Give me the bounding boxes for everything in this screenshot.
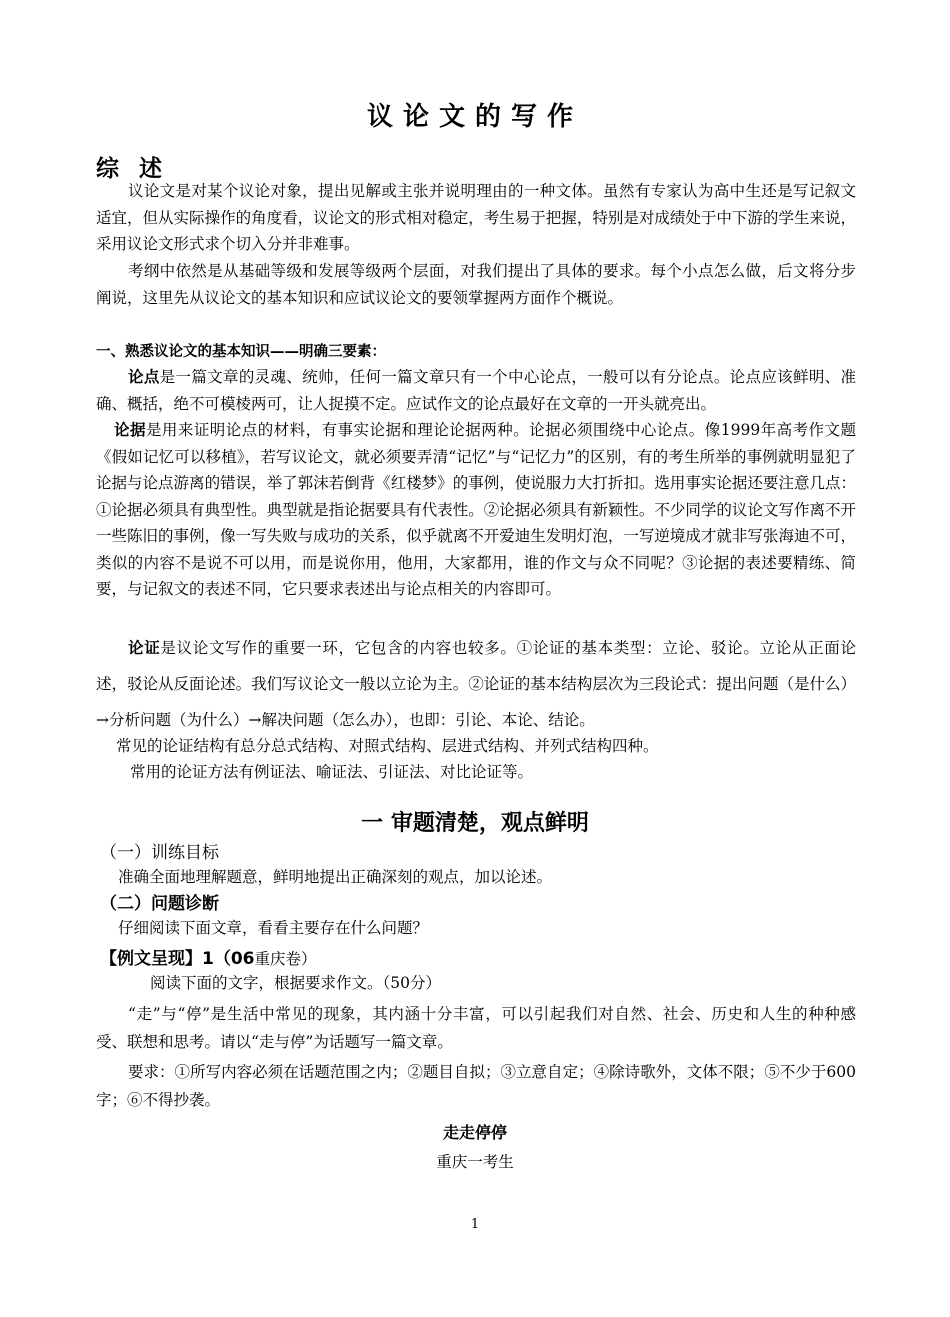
problem-diagnosis-heading: （二）问题诊断 (100, 894, 219, 914)
lunzheng-text: 是议论文写作的重要一环，它包含的内容也较多。①论证的基本类型：立论、驳论。立论从正面论述，驳论从反面论述。我们写议论文一般以立论为主。②论证的基本结构层次为三段论式：提出问题（是什么）→分析问题（为什么）→解决问题（怎么办），也即：引论、本论、结论。 (96, 639, 856, 729)
structure-line: 常见的论证结构有总分总式结构、对照式结构、层进式结构、并列式结构四种。 (116, 737, 659, 755)
example-paragraph-1: “走”与“停”是生活中常见的现象，其内涵十分丰富，可以引起我们对自然、社会、历史和人生的种种感受、联想和思考。请以“走与停”为话题写一篇文章。 (96, 1005, 856, 1051)
lunzheng-term: 论证 (128, 638, 161, 657)
example-paragraph-2: 要求：①所写内容必须在话题范围之内；②题目自拟；③立意自定；④除诗歌外，文体不限；⑤不少于600字；⑥不得抄袭。 (96, 1063, 856, 1109)
summary-paragraph-1: 议论文是对某个议论对象，提出见解或主张并说明理由的一种文体。虽然有专家认为高中生还是写记叙文适宜，但从实际操作的角度看，议论文的形式相对稳定，考生易于把握，特别是对成绩处于中下游的学生来说，采用议论文形式求个切入分并非难事。 (96, 182, 856, 253)
lunju-term: 论据 (114, 420, 146, 439)
lundian-text: 是一篇文章的灵魂、统帅，任何一篇文章只有一个中心论点，一般可以有分论点。论点应该鲜明、准确、概括，绝不可模棱两可，让人捉摸不定。应试作文的论点最好在文章的一开头就亮出。 (96, 368, 856, 413)
example-heading (100, 944, 317, 969)
document-title: 议论文的写作 (366, 102, 583, 132)
example-heading-suffix: 重庆卷） (254, 950, 317, 968)
section1-heading: 一、熟悉议论文的基本知识——明确三要素： (96, 344, 386, 360)
summary-paragraph-2: 考纲中依然是从基础等级和发展等级两个层面，对我们提出了具体的要求。每个小点怎么做，后文将分步阐说，这里先从议论文的基本知识和应试议论文的要领掌握两方面作个概说。 (96, 262, 856, 307)
lunju-paragraph (96, 417, 856, 603)
example-intro: 阅读下面的文字，根据要求作文。（50分） (150, 974, 441, 992)
problem-diagnosis-text: 仔细阅读下面文章，看看主要存在什么问题？ (118, 919, 429, 937)
lunju-text: 是用来证明论点的材料，有事实论据和理论论据两种。论据必须围绕中心论点。像1999年高考作文题《假如记忆可以移植》，若写议论文，就必须要弄清“记忆”与“记忆力”的区别，有的考生所举的事例就明显犯了论据与论点游离的错误，举了郭沫若倒背《红楼梦》的事例，使说服力大打折扣。选用事实论据还要注意几点：①论据必须具有典型性。典型就是指论据要具有代表性。②论据必须具有新颖性。不少同学的议论文写作离不开一些陈旧的事例，像一写失败与成功的关系，似乎就离不开爱迪生发明灯泡，一写逆境成才就非写张海迪不可，类似的内容不是说不可以用，而是说你用，他用，大家都用，谁的作文与众不同呢？③论据的表述要精练、简要，与记叙文的表述不同，它只要求表述出与论点相关的内容即可。 (96, 421, 856, 598)
training-goal-heading (100, 838, 219, 863)
page-number: 1 (470, 1217, 480, 1232)
training-goal-text: 准确全面地理解题意，鲜明地提出正确深刻的观点，加以论述。 (118, 868, 553, 886)
essay-title: 走走停停 (442, 1123, 507, 1142)
methods-line: 常用的论证方法有例证法、喻证法、引证法、对比论证等。 (130, 763, 534, 781)
section-big-heading: 一 审题清楚，观点鲜明 (361, 811, 589, 836)
training-goal-label: （一）训练目标 (100, 843, 219, 863)
lundian-term: 论点 (128, 367, 160, 386)
summary-heading: 综 述 (96, 156, 169, 182)
lunzheng-paragraph (96, 630, 856, 738)
lundian-paragraph (96, 364, 856, 417)
essay-author: 重庆一考生 (436, 1153, 514, 1171)
example-heading-label: 【例文呈现】1（06 (100, 949, 255, 969)
